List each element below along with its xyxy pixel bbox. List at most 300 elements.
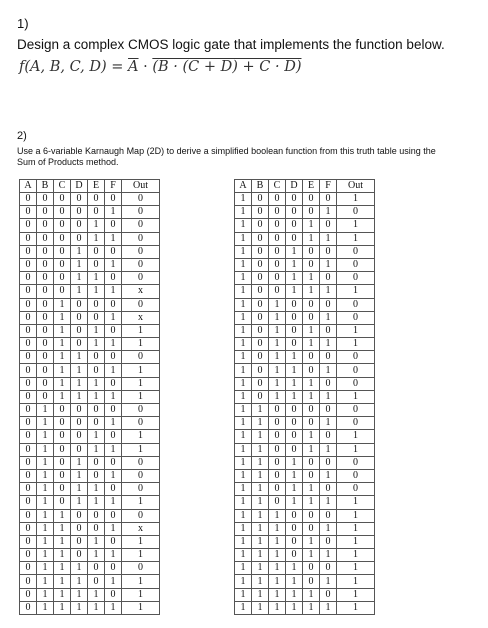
input-cell: 1 (235, 588, 252, 601)
table-row (235, 509, 375, 522)
input-cell: 1 (303, 390, 320, 403)
input-cell: 1 (320, 443, 337, 456)
table-row (20, 311, 160, 324)
question-1-text: Design a complex CMOS logic gate that implements the function below. (17, 37, 445, 52)
output-cell: 1 (122, 588, 160, 601)
input-cell: 1 (269, 377, 286, 390)
table-row (235, 522, 375, 535)
input-cell: 0 (20, 206, 37, 219)
input-cell: 0 (286, 193, 303, 206)
input-cell: 1 (252, 496, 269, 509)
input-cell: 0 (269, 285, 286, 298)
input-cell: 1 (54, 351, 71, 364)
column-header: C (269, 180, 286, 193)
output-cell: 0 (337, 206, 375, 219)
input-cell: 1 (37, 522, 54, 535)
input-cell: 1 (88, 324, 105, 337)
input-cell: 0 (105, 298, 122, 311)
input-cell: 0 (303, 351, 320, 364)
input-cell: 1 (105, 443, 122, 456)
output-cell: 0 (122, 456, 160, 469)
truth-table-right (234, 179, 375, 615)
input-cell: 1 (37, 588, 54, 601)
input-cell: 0 (20, 443, 37, 456)
input-cell: 1 (286, 469, 303, 482)
input-cell: 1 (269, 535, 286, 548)
input-cell: 1 (71, 272, 88, 285)
input-cell: 1 (88, 430, 105, 443)
input-cell: 1 (54, 601, 71, 614)
input-cell: 1 (303, 601, 320, 614)
input-cell: 1 (88, 443, 105, 456)
input-cell: 0 (20, 285, 37, 298)
input-cell: 0 (286, 219, 303, 232)
output-cell: 0 (122, 509, 160, 522)
input-cell: 0 (320, 351, 337, 364)
column-header: F (105, 180, 122, 193)
input-cell: 0 (88, 404, 105, 417)
output-cell: 0 (122, 298, 160, 311)
input-cell: 0 (71, 417, 88, 430)
input-cell: 1 (71, 456, 88, 469)
input-cell: 0 (88, 311, 105, 324)
output-cell: x (122, 522, 160, 535)
input-cell: 1 (286, 245, 303, 258)
input-cell: 0 (54, 443, 71, 456)
input-cell: 0 (252, 258, 269, 271)
input-cell: 0 (71, 193, 88, 206)
table-row (20, 496, 160, 509)
input-cell: 1 (105, 206, 122, 219)
input-cell: 1 (286, 456, 303, 469)
output-cell: 1 (337, 562, 375, 575)
input-cell: 1 (37, 469, 54, 482)
input-cell: 0 (37, 351, 54, 364)
output-cell: 1 (337, 496, 375, 509)
table-row (20, 417, 160, 430)
input-cell: 1 (286, 377, 303, 390)
input-cell: 0 (105, 404, 122, 417)
table-row (235, 469, 375, 482)
input-cell: 1 (88, 219, 105, 232)
output-cell: 0 (337, 298, 375, 311)
input-cell: 1 (88, 285, 105, 298)
input-cell: 1 (88, 601, 105, 614)
input-cell: 1 (71, 601, 88, 614)
input-cell: 1 (303, 324, 320, 337)
input-cell: 0 (20, 535, 37, 548)
table-row (235, 351, 375, 364)
input-cell: 0 (71, 443, 88, 456)
input-cell: 1 (235, 324, 252, 337)
input-cell: 0 (88, 245, 105, 258)
input-cell: 0 (37, 377, 54, 390)
table-row (235, 258, 375, 271)
input-cell: 1 (105, 549, 122, 562)
table-row (235, 206, 375, 219)
input-cell: 0 (286, 324, 303, 337)
input-cell: 0 (105, 535, 122, 548)
output-cell: 1 (122, 324, 160, 337)
table-row (20, 601, 160, 614)
input-cell: 0 (20, 193, 37, 206)
input-cell: 0 (286, 417, 303, 430)
table-row (235, 324, 375, 337)
input-cell: 1 (71, 258, 88, 271)
input-cell: 0 (54, 232, 71, 245)
input-cell: 1 (88, 549, 105, 562)
input-cell: 1 (105, 364, 122, 377)
input-cell: 0 (252, 324, 269, 337)
table-row (235, 245, 375, 258)
input-cell: 1 (54, 364, 71, 377)
input-cell: 0 (54, 496, 71, 509)
input-cell: 0 (37, 364, 54, 377)
input-cell: 1 (37, 601, 54, 614)
input-cell: 0 (269, 258, 286, 271)
table-row (20, 351, 160, 364)
input-cell: 1 (235, 417, 252, 430)
table-row (20, 588, 160, 601)
input-cell: 1 (235, 535, 252, 548)
input-cell: 1 (286, 258, 303, 271)
table-row (235, 443, 375, 456)
input-cell: 0 (20, 509, 37, 522)
output-cell: 0 (337, 417, 375, 430)
output-cell: 0 (337, 272, 375, 285)
input-cell: 0 (286, 535, 303, 548)
input-cell: 0 (286, 443, 303, 456)
input-cell: 0 (252, 311, 269, 324)
input-cell: 1 (269, 601, 286, 614)
input-cell: 1 (88, 390, 105, 403)
input-cell: 1 (320, 232, 337, 245)
input-cell: 0 (54, 245, 71, 258)
input-cell: 0 (88, 456, 105, 469)
input-cell: 0 (105, 377, 122, 390)
output-cell: 0 (122, 219, 160, 232)
input-cell: 0 (20, 496, 37, 509)
output-cell: 0 (337, 377, 375, 390)
output-cell: 1 (337, 549, 375, 562)
input-cell: 0 (269, 404, 286, 417)
table-row (20, 469, 160, 482)
input-cell: 1 (54, 390, 71, 403)
input-cell: 0 (20, 338, 37, 351)
output-cell: 0 (122, 272, 160, 285)
input-cell: 0 (286, 311, 303, 324)
input-cell: 0 (252, 206, 269, 219)
table-row (235, 219, 375, 232)
input-cell: 0 (286, 206, 303, 219)
output-cell: 1 (337, 522, 375, 535)
output-cell: x (122, 285, 160, 298)
input-cell: 0 (54, 417, 71, 430)
input-cell: 1 (37, 535, 54, 548)
output-cell: 1 (337, 324, 375, 337)
output-cell: 1 (337, 338, 375, 351)
input-cell: 1 (252, 404, 269, 417)
output-cell: 1 (337, 588, 375, 601)
output-cell: x (122, 311, 160, 324)
output-cell: 0 (122, 469, 160, 482)
input-cell: 1 (235, 258, 252, 271)
output-cell: 1 (337, 219, 375, 232)
input-cell: 1 (105, 469, 122, 482)
input-cell: 0 (37, 338, 54, 351)
input-cell: 0 (303, 404, 320, 417)
input-cell: 0 (54, 285, 71, 298)
input-cell: 0 (269, 417, 286, 430)
output-cell: 1 (337, 430, 375, 443)
input-cell: 0 (54, 206, 71, 219)
input-cell: 0 (252, 285, 269, 298)
input-cell: 1 (54, 338, 71, 351)
column-header: Out (122, 180, 160, 193)
input-cell: 0 (37, 206, 54, 219)
input-cell: 0 (303, 469, 320, 482)
input-cell: 0 (20, 456, 37, 469)
input-cell: 0 (71, 311, 88, 324)
input-cell: 1 (54, 377, 71, 390)
table-row (20, 298, 160, 311)
output-cell: 0 (337, 456, 375, 469)
input-cell: 1 (320, 311, 337, 324)
input-cell: 1 (235, 483, 252, 496)
table-row (235, 496, 375, 509)
input-cell: 1 (252, 522, 269, 535)
column-header: D (286, 180, 303, 193)
table-row (235, 377, 375, 390)
column-header: B (37, 180, 54, 193)
input-cell: 1 (235, 298, 252, 311)
column-header: B (252, 180, 269, 193)
input-cell: 0 (71, 206, 88, 219)
input-cell: 0 (20, 483, 37, 496)
input-cell: 1 (105, 232, 122, 245)
input-cell: 0 (105, 483, 122, 496)
input-cell: 1 (105, 522, 122, 535)
column-header: F (320, 180, 337, 193)
output-cell: 0 (337, 404, 375, 417)
formula-inner-bar: (B · (C + D) + C · D) (152, 59, 302, 75)
input-cell: 1 (37, 404, 54, 417)
input-cell: 0 (303, 417, 320, 430)
input-cell: 1 (54, 549, 71, 562)
input-cell: 1 (37, 417, 54, 430)
table-row (20, 377, 160, 390)
input-cell: 1 (37, 549, 54, 562)
truth-table-left-header (20, 180, 160, 193)
input-cell: 1 (54, 522, 71, 535)
input-cell: 0 (320, 272, 337, 285)
input-cell: 1 (37, 509, 54, 522)
output-cell: 1 (122, 535, 160, 548)
output-cell: 0 (122, 483, 160, 496)
input-cell: 1 (37, 575, 54, 588)
input-cell: 0 (20, 364, 37, 377)
table-row (235, 193, 375, 206)
input-cell: 1 (105, 311, 122, 324)
input-cell: 1 (235, 272, 252, 285)
table-row (235, 549, 375, 562)
input-cell: 1 (320, 575, 337, 588)
output-cell: 1 (122, 443, 160, 456)
input-cell: 0 (20, 430, 37, 443)
table-row (235, 364, 375, 377)
input-cell: 1 (235, 338, 252, 351)
truth-table-left-body (20, 193, 160, 615)
input-cell: 0 (20, 522, 37, 535)
input-cell: 1 (71, 390, 88, 403)
output-cell: 1 (122, 338, 160, 351)
input-cell: 0 (320, 588, 337, 601)
input-cell: 0 (37, 193, 54, 206)
input-cell: 1 (252, 443, 269, 456)
table-row (235, 404, 375, 417)
input-cell: 0 (303, 456, 320, 469)
table-row (20, 324, 160, 337)
input-cell: 0 (88, 469, 105, 482)
output-cell: 1 (337, 443, 375, 456)
input-cell: 1 (235, 469, 252, 482)
input-cell: 0 (105, 245, 122, 258)
input-cell: 0 (54, 430, 71, 443)
output-cell: 0 (122, 404, 160, 417)
input-cell: 1 (54, 509, 71, 522)
output-cell: 1 (337, 390, 375, 403)
input-cell: 0 (105, 351, 122, 364)
input-cell: 1 (235, 351, 252, 364)
input-cell: 0 (320, 219, 337, 232)
table-row (235, 588, 375, 601)
table-row (20, 562, 160, 575)
input-cell: 1 (269, 522, 286, 535)
input-cell: 0 (252, 351, 269, 364)
input-cell: 1 (303, 377, 320, 390)
input-cell: 1 (286, 351, 303, 364)
table-row (235, 430, 375, 443)
input-cell: 0 (269, 483, 286, 496)
input-cell: 0 (105, 272, 122, 285)
input-cell: 1 (269, 588, 286, 601)
input-cell: 0 (303, 522, 320, 535)
input-cell: 0 (252, 338, 269, 351)
input-cell: 1 (320, 364, 337, 377)
input-cell: 0 (20, 324, 37, 337)
output-cell: 1 (122, 575, 160, 588)
table-row (235, 232, 375, 245)
input-cell: 1 (269, 324, 286, 337)
input-cell: 0 (20, 404, 37, 417)
input-cell: 0 (37, 232, 54, 245)
table-row (20, 219, 160, 232)
input-cell: 0 (88, 364, 105, 377)
input-cell: 1 (320, 338, 337, 351)
output-cell: 1 (122, 496, 160, 509)
input-cell: 0 (252, 219, 269, 232)
input-cell: 0 (269, 193, 286, 206)
input-cell: 1 (235, 430, 252, 443)
input-cell: 1 (54, 298, 71, 311)
input-cell: 0 (252, 390, 269, 403)
input-cell: 0 (37, 311, 54, 324)
table-row (235, 272, 375, 285)
input-cell: 1 (286, 562, 303, 575)
input-cell: 0 (303, 562, 320, 575)
input-cell: 1 (54, 588, 71, 601)
input-cell: 1 (235, 496, 252, 509)
output-cell: 0 (337, 258, 375, 271)
input-cell: 1 (235, 232, 252, 245)
input-cell: 0 (20, 562, 37, 575)
input-cell: 0 (320, 509, 337, 522)
input-cell: 0 (88, 206, 105, 219)
output-cell: 1 (122, 430, 160, 443)
input-cell: 0 (303, 193, 320, 206)
input-cell: 0 (303, 311, 320, 324)
input-cell: 1 (235, 245, 252, 258)
input-cell: 1 (71, 377, 88, 390)
input-cell: 0 (303, 245, 320, 258)
input-cell: 1 (252, 588, 269, 601)
input-cell: 0 (54, 258, 71, 271)
input-cell: 0 (20, 219, 37, 232)
input-cell: 1 (88, 232, 105, 245)
input-cell: 0 (20, 311, 37, 324)
input-cell: 1 (252, 535, 269, 548)
input-cell: 0 (269, 456, 286, 469)
input-cell: 0 (71, 219, 88, 232)
input-cell: 0 (252, 193, 269, 206)
input-cell: 1 (286, 285, 303, 298)
output-cell: 0 (122, 206, 160, 219)
output-cell: 1 (122, 549, 160, 562)
input-cell: 0 (269, 469, 286, 482)
input-cell: 1 (54, 562, 71, 575)
input-cell: 1 (88, 496, 105, 509)
input-cell: 0 (20, 298, 37, 311)
input-cell: 0 (54, 456, 71, 469)
input-cell: 0 (20, 258, 37, 271)
input-cell: 0 (37, 258, 54, 271)
input-cell: 1 (303, 588, 320, 601)
input-cell: 0 (320, 298, 337, 311)
table-row (235, 575, 375, 588)
output-cell: 1 (337, 193, 375, 206)
input-cell: 0 (71, 522, 88, 535)
table-row (235, 535, 375, 548)
table-row (20, 338, 160, 351)
input-cell: 0 (303, 298, 320, 311)
table-row (20, 443, 160, 456)
column-header: A (20, 180, 37, 193)
input-cell: 1 (235, 390, 252, 403)
input-cell: 1 (37, 496, 54, 509)
table-row (20, 549, 160, 562)
input-cell: 1 (269, 390, 286, 403)
output-cell: 0 (122, 232, 160, 245)
input-cell: 1 (320, 285, 337, 298)
question-1-number: 1) (17, 16, 29, 31)
input-cell: 0 (269, 272, 286, 285)
table-row (20, 272, 160, 285)
input-cell: 1 (235, 509, 252, 522)
input-cell: 0 (105, 588, 122, 601)
table-row (20, 245, 160, 258)
output-cell: 1 (337, 232, 375, 245)
input-cell: 1 (88, 272, 105, 285)
